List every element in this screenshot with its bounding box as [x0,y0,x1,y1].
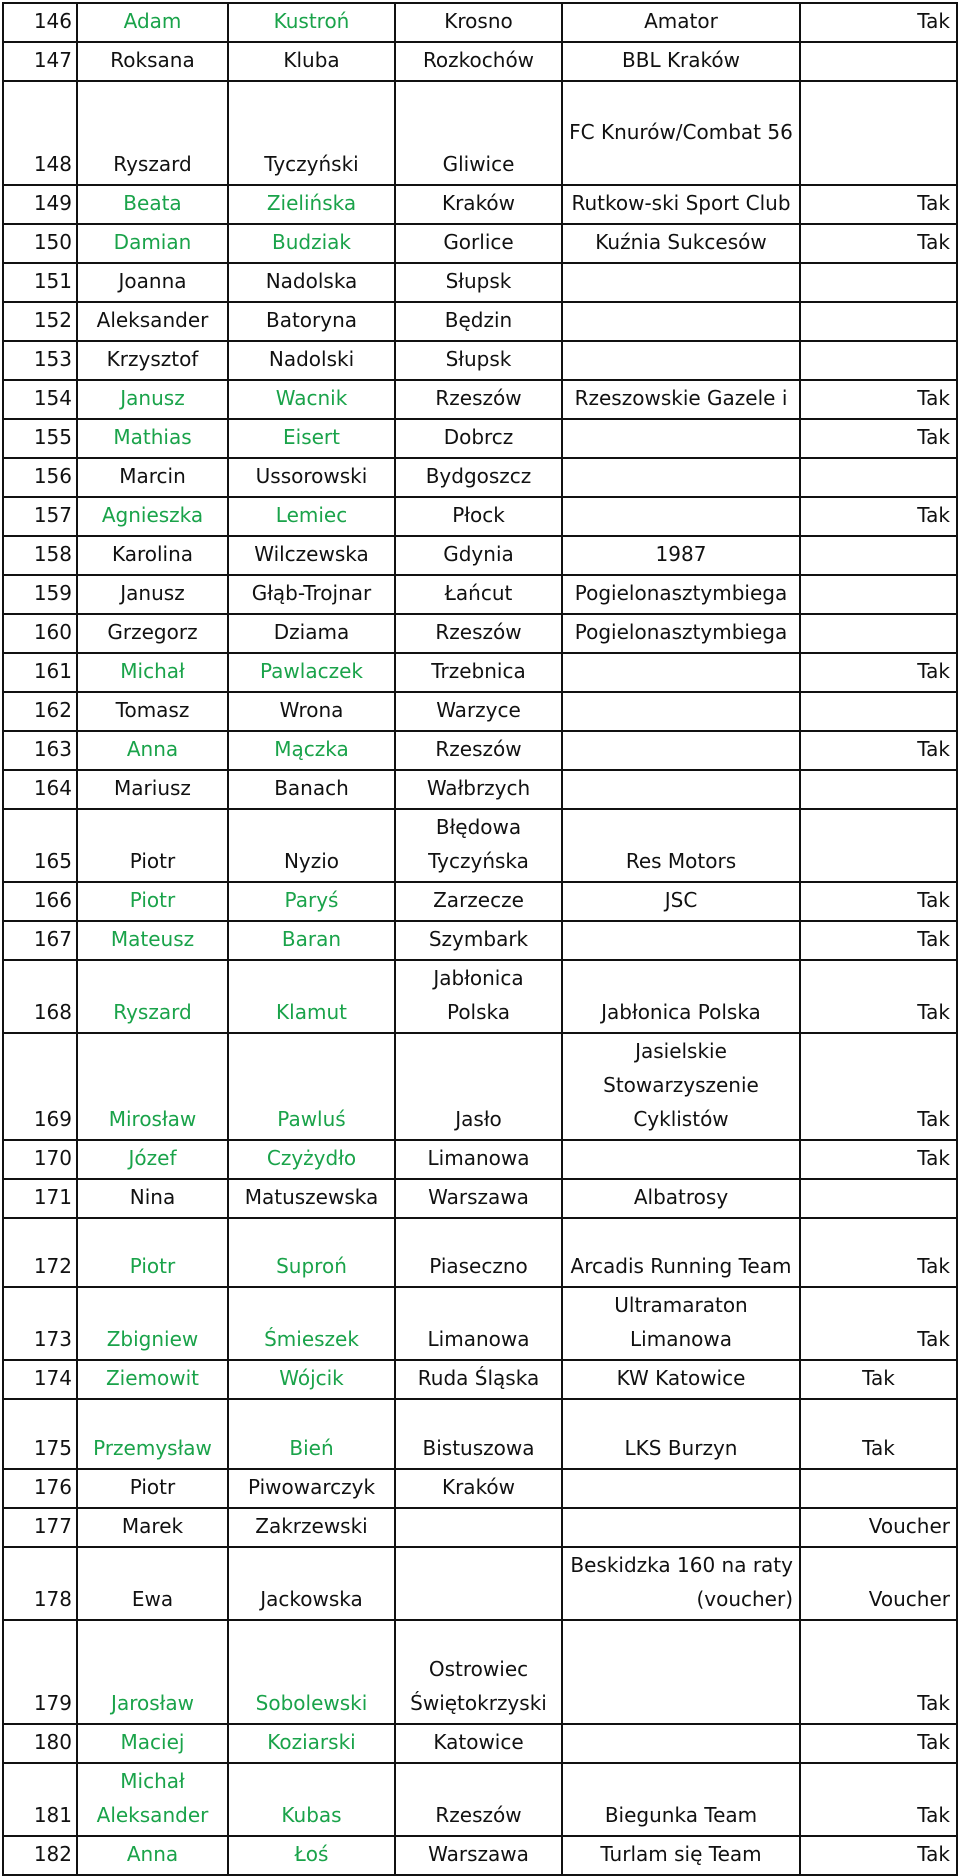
city-cell: Rozkochów [395,42,562,81]
table-row [3,1724,957,1763]
last-name-cell: Nadolska [228,263,395,302]
last-name-cell: Tyczyński [228,81,395,185]
status-cell: Tak [800,653,957,692]
status-cell: Tak [800,1360,957,1399]
table-row [3,185,957,224]
status-cell: Tak [800,960,957,1033]
first-name-cell: Mirosław [77,1033,228,1140]
club-cell: BBL Kraków [562,42,800,81]
club-cell: Turlam się Team [562,1836,800,1875]
first-name-cell: Przemysław [77,1399,228,1468]
club-cell [562,653,800,692]
table-row [3,1620,957,1724]
first-name-cell: Zbigniew [77,1287,228,1360]
table-row [3,81,957,185]
first-name-cell: Ryszard [77,960,228,1033]
row-number: 146 [3,3,77,42]
last-name-cell: Batoryna [228,302,395,341]
last-name-cell: Śmieszek [228,1287,395,1360]
city-cell: Szymbark [395,921,562,960]
club-cell: LKS Burzyn [562,1399,800,1468]
row-number: 162 [3,692,77,731]
club-cell [562,302,800,341]
row-number: 149 [3,185,77,224]
club-cell: Rzeszowskie Gazele i [562,380,800,419]
city-cell: Zarzecze [395,882,562,921]
table-row [3,302,957,341]
last-name-cell: Suproń [228,1218,395,1287]
club-cell [562,921,800,960]
table-row [3,419,957,458]
first-name-cell: Joanna [77,263,228,302]
table-row [3,809,957,882]
row-number: 163 [3,731,77,770]
table-row [3,653,957,692]
last-name-cell: Lemiec [228,497,395,536]
table-row [3,3,957,42]
status-cell [800,341,957,380]
city-cell: Dobrcz [395,419,562,458]
club-cell [562,458,800,497]
status-cell: Tak [800,1218,957,1287]
row-number: 176 [3,1469,77,1508]
row-number: 155 [3,419,77,458]
city-cell: Płock [395,497,562,536]
status-cell: Tak [800,882,957,921]
first-name-cell: Tomasz [77,692,228,731]
club-cell [562,1724,800,1763]
city-cell: Limanowa [395,1287,562,1360]
table-row [3,882,957,921]
city-cell: Gdynia [395,536,562,575]
row-number: 170 [3,1140,77,1179]
table-row [3,614,957,653]
last-name-cell: Matuszewska [228,1179,395,1218]
status-cell [800,458,957,497]
last-name-cell: Łoś [228,1836,395,1875]
table-row [3,960,957,1033]
status-cell: Tak [800,224,957,263]
row-number: 160 [3,614,77,653]
city-cell: Rzeszów [395,1763,562,1836]
club-cell: Res Motors [562,809,800,882]
status-cell: Voucher [800,1508,957,1547]
status-cell: Tak [800,1033,957,1140]
last-name-cell: Nyzio [228,809,395,882]
first-name-cell: Grzegorz [77,614,228,653]
city-cell: Jabłonica Polska [395,960,562,1033]
row-number: 153 [3,341,77,380]
last-name-cell: Pawluś [228,1033,395,1140]
city-cell: Bydgoszcz [395,458,562,497]
last-name-cell: Kluba [228,42,395,81]
row-number: 167 [3,921,77,960]
row-number: 169 [3,1033,77,1140]
last-name-cell: Jackowska [228,1547,395,1620]
city-cell: Kraków [395,1469,562,1508]
first-name-cell: Agnieszka [77,497,228,536]
table-row [3,224,957,263]
row-number: 181 [3,1763,77,1836]
status-cell: Tak [800,419,957,458]
status-cell [800,809,957,882]
club-cell: Pogielonasztymbiega [562,614,800,653]
last-name-cell: Sobolewski [228,1620,395,1724]
table-row [3,731,957,770]
status-cell: Voucher [800,1547,957,1620]
table-row [3,1360,957,1399]
status-cell [800,692,957,731]
club-cell: Jasielskie Stowarzyszenie Cyklistów [562,1033,800,1140]
club-cell [562,1508,800,1547]
city-cell: Limanowa [395,1140,562,1179]
club-cell: KW Katowice [562,1360,800,1399]
status-cell [800,302,957,341]
last-name-cell: Mączka [228,731,395,770]
row-number: 157 [3,497,77,536]
table-row [3,1763,957,1836]
first-name-cell: Ewa [77,1547,228,1620]
city-cell: Katowice [395,1724,562,1763]
first-name-cell: Mathias [77,419,228,458]
last-name-cell: Eisert [228,419,395,458]
row-number: 172 [3,1218,77,1287]
row-number: 148 [3,81,77,185]
status-cell [800,81,957,185]
table-row [3,42,957,81]
table-row [3,1836,957,1875]
club-cell [562,1140,800,1179]
club-cell: Arcadis Running Team [562,1218,800,1287]
status-cell: Tak [800,1724,957,1763]
row-number: 156 [3,458,77,497]
city-cell: Błędowa Tyczyńska [395,809,562,882]
participants-table-body [3,3,957,1875]
first-name-cell: Jarosław [77,1620,228,1724]
last-name-cell: Piwowarczyk [228,1469,395,1508]
last-name-cell: Baran [228,921,395,960]
first-name-cell: Piotr [77,1218,228,1287]
first-name-cell: Nina [77,1179,228,1218]
status-cell: Tak [800,1140,957,1179]
club-cell [562,1469,800,1508]
table-row [3,263,957,302]
city-cell [395,1547,562,1620]
status-cell [800,1469,957,1508]
row-number: 152 [3,302,77,341]
city-cell: Słupsk [395,263,562,302]
last-name-cell: Pawlaczek [228,653,395,692]
table-row [3,1218,957,1287]
first-name-cell: Piotr [77,1469,228,1508]
last-name-cell: Nadolski [228,341,395,380]
participants-table [2,2,958,1876]
row-number: 173 [3,1287,77,1360]
table-row [3,536,957,575]
club-cell [562,341,800,380]
table-row [3,1179,957,1218]
row-number: 175 [3,1399,77,1468]
city-cell: Będzin [395,302,562,341]
city-cell [395,1508,562,1547]
first-name-cell: Marcin [77,458,228,497]
table-row [3,770,957,809]
last-name-cell: Wilczewska [228,536,395,575]
club-cell [562,692,800,731]
status-cell [800,1179,957,1218]
last-name-cell: Budziak [228,224,395,263]
table-row [3,458,957,497]
last-name-cell: Zielińska [228,185,395,224]
row-number: 168 [3,960,77,1033]
status-cell: Tak [800,380,957,419]
city-cell: Bistuszowa [395,1399,562,1468]
first-name-cell: Anna [77,1836,228,1875]
club-cell: FC Knurów/Combat 56 [562,81,800,185]
club-cell [562,1620,800,1724]
club-cell: Biegunka Team [562,1763,800,1836]
first-name-cell: Mateusz [77,921,228,960]
row-number: 159 [3,575,77,614]
club-cell: Pogielonasztymbiega [562,575,800,614]
status-cell: Tak [800,185,957,224]
first-name-cell: Marek [77,1508,228,1547]
first-name-cell: Ryszard [77,81,228,185]
status-cell: Tak [800,1836,957,1875]
row-number: 177 [3,1508,77,1547]
city-cell: Piaseczno [395,1218,562,1287]
first-name-cell: Piotr [77,882,228,921]
row-number: 161 [3,653,77,692]
status-cell [800,263,957,302]
row-number: 166 [3,882,77,921]
club-cell: Rutkow-ski Sport Club [562,185,800,224]
last-name-cell: Ussorowski [228,458,395,497]
first-name-cell: Roksana [77,42,228,81]
table-row [3,921,957,960]
club-cell: JSC [562,882,800,921]
row-number: 165 [3,809,77,882]
last-name-cell: Paryś [228,882,395,921]
row-number: 147 [3,42,77,81]
status-cell [800,770,957,809]
club-cell: Jabłonica Polska [562,960,800,1033]
last-name-cell: Bień [228,1399,395,1468]
city-cell: Kraków [395,185,562,224]
city-cell: Rzeszów [395,380,562,419]
club-cell [562,419,800,458]
first-name-cell: Piotr [77,809,228,882]
city-cell: Krosno [395,3,562,42]
first-name-cell: Adam [77,3,228,42]
table-row [3,1508,957,1547]
row-number: 178 [3,1547,77,1620]
first-name-cell: Aleksander [77,302,228,341]
status-cell [800,536,957,575]
row-number: 174 [3,1360,77,1399]
first-name-cell: Karolina [77,536,228,575]
row-number: 150 [3,224,77,263]
club-cell [562,263,800,302]
first-name-cell: Maciej [77,1724,228,1763]
city-cell: Jasło [395,1033,562,1140]
city-cell: Ostrowiec Świętokrzyski [395,1620,562,1724]
club-cell: Beskidzka 160 na raty (voucher) [562,1547,800,1620]
last-name-cell: Koziarski [228,1724,395,1763]
first-name-cell: Damian [77,224,228,263]
city-cell: Wałbrzych [395,770,562,809]
last-name-cell: Wacnik [228,380,395,419]
first-name-cell: Michał Aleksander [77,1763,228,1836]
first-name-cell: Janusz [77,380,228,419]
first-name-cell: Janusz [77,575,228,614]
status-cell: Tak [800,1763,957,1836]
table-row [3,1469,957,1508]
row-number: 179 [3,1620,77,1724]
last-name-cell: Wrona [228,692,395,731]
last-name-cell: Kubas [228,1763,395,1836]
city-cell: Łańcut [395,575,562,614]
city-cell: Gliwice [395,81,562,185]
first-name-cell: Mariusz [77,770,228,809]
last-name-cell: Kustroń [228,3,395,42]
last-name-cell: Dziama [228,614,395,653]
first-name-cell: Beata [77,185,228,224]
last-name-cell: Klamut [228,960,395,1033]
city-cell: Warszawa [395,1179,562,1218]
status-cell: Tak [800,1620,957,1724]
club-cell: Albatrosy [562,1179,800,1218]
first-name-cell: Krzysztof [77,341,228,380]
row-number: 164 [3,770,77,809]
table-row [3,1140,957,1179]
city-cell: Słupsk [395,341,562,380]
table-row [3,1033,957,1140]
first-name-cell: Józef [77,1140,228,1179]
city-cell: Trzebnica [395,653,562,692]
row-number: 158 [3,536,77,575]
first-name-cell: Michał [77,653,228,692]
last-name-cell: Wójcik [228,1360,395,1399]
city-cell: Gorlice [395,224,562,263]
club-cell: Amator [562,3,800,42]
row-number: 151 [3,263,77,302]
row-number: 154 [3,380,77,419]
status-cell: Tak [800,1287,957,1360]
club-cell: Kuźnia Sukcesów [562,224,800,263]
table-row [3,341,957,380]
club-cell: Ultramaraton Limanowa [562,1287,800,1360]
club-cell [562,770,800,809]
table-row [3,692,957,731]
table-row [3,1287,957,1360]
status-cell [800,614,957,653]
status-cell: Tak [800,3,957,42]
last-name-cell: Zakrzewski [228,1508,395,1547]
city-cell: Rzeszów [395,731,562,770]
table-row [3,1399,957,1468]
club-cell [562,497,800,536]
last-name-cell: Czyżydło [228,1140,395,1179]
status-cell [800,575,957,614]
status-cell: Tak [800,731,957,770]
table-row [3,575,957,614]
status-cell: Tak [800,921,957,960]
row-number: 182 [3,1836,77,1875]
last-name-cell: Banach [228,770,395,809]
row-number: 180 [3,1724,77,1763]
city-cell: Ruda Śląska [395,1360,562,1399]
row-number: 171 [3,1179,77,1218]
table-row [3,497,957,536]
city-cell: Warzyce [395,692,562,731]
first-name-cell: Ziemowit [77,1360,228,1399]
status-cell [800,42,957,81]
status-cell: Tak [800,497,957,536]
status-cell: Tak [800,1399,957,1468]
club-cell: 1987 [562,536,800,575]
first-name-cell: Anna [77,731,228,770]
club-cell [562,731,800,770]
last-name-cell: Głąb-Trojnar [228,575,395,614]
table-row [3,1547,957,1620]
city-cell: Rzeszów [395,614,562,653]
table-row [3,380,957,419]
city-cell: Warszawa [395,1836,562,1875]
